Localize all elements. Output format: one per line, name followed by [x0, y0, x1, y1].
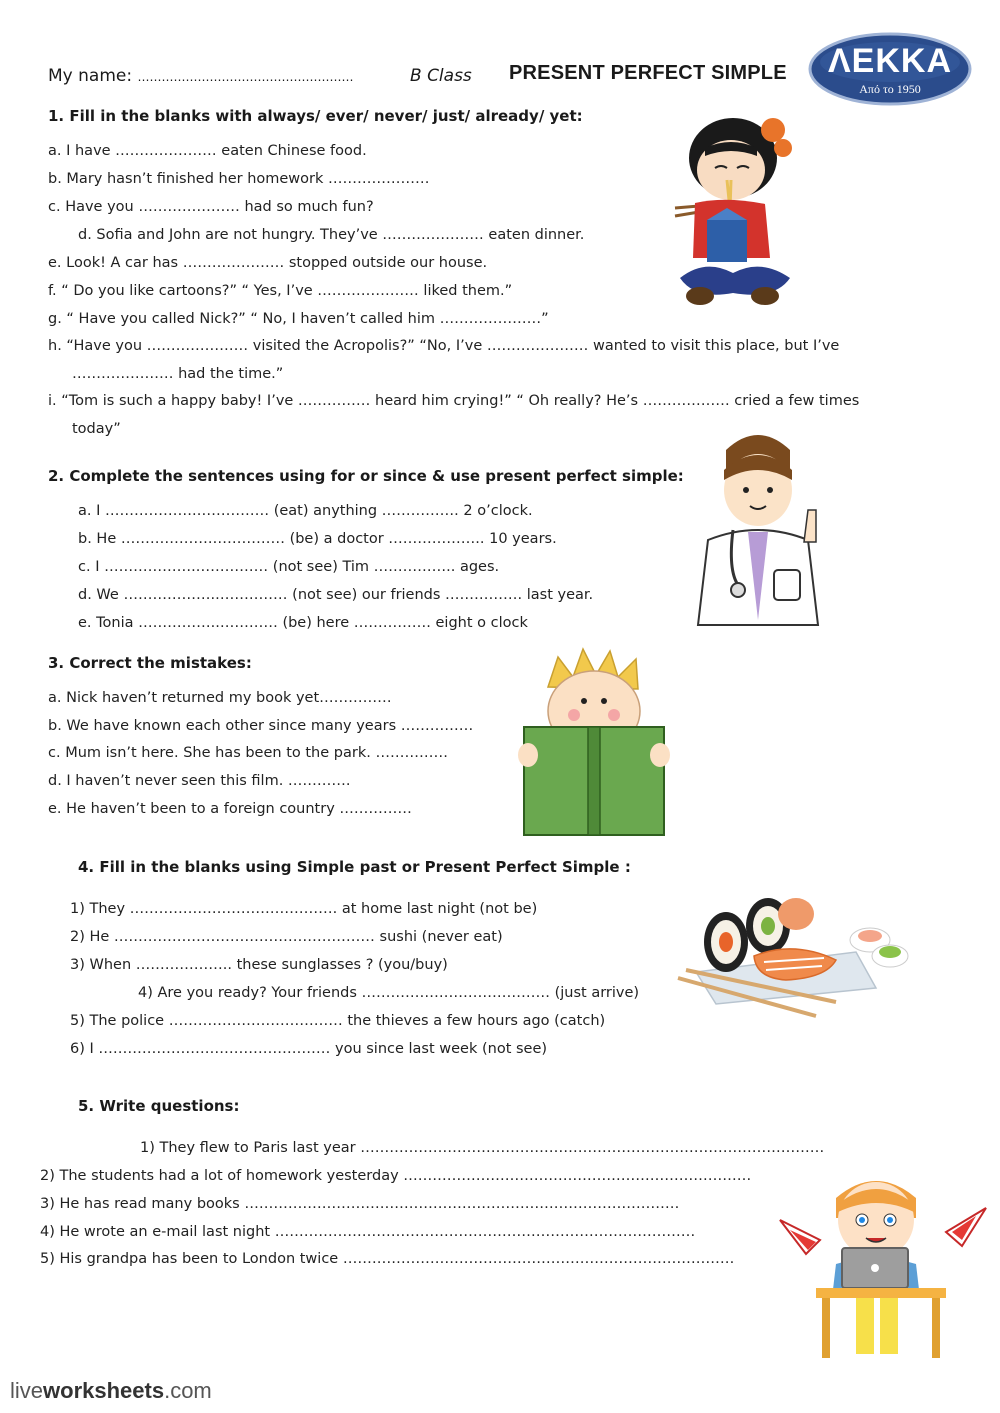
s1-item-h-cont[interactable]: ………………… had the time.” — [72, 366, 284, 382]
section4-heading: 4. Fill in the blanks using Simple past or Present Perfect Simple : — [78, 858, 631, 876]
s2-item-c[interactable]: c. I ……………….…………… (not see) Tim …………….. ages. — [78, 559, 500, 575]
s2-item-d[interactable]: d. We ……………….…………… (not see) our friends ……………. last year. — [78, 587, 594, 603]
s4-item-2[interactable]: 2) He ……………………………………………… sushi (never eat) — [70, 929, 503, 945]
s5-item-2[interactable]: 2) The students had a lot of homework yesterday ……………………………………………………………… — [40, 1168, 752, 1184]
s1-item-h[interactable]: h. “Have you ………………… visited the Acropolis?” “No, I’ve ………………… wanted to visit this place, but I’ve — [48, 338, 840, 354]
s1-item-d[interactable]: d. Sofia and John are not hungry. They’ve ………………… eaten dinner. — [78, 227, 585, 243]
s4-item-6[interactable]: 6) I ………………………………………… you since last week (not see) — [70, 1041, 548, 1057]
s3-item-a[interactable]: a. Nick haven’t returned my book yet…………… — [48, 690, 392, 706]
lekka-logo — [808, 32, 972, 106]
s1-item-e[interactable]: e. Look! A car has ………………… stopped outside our house. — [48, 255, 488, 271]
s4-item-4[interactable]: 4) Are you ready? Your friends ………………………………… (just arrive) — [138, 985, 640, 1001]
s5-item-1[interactable]: 1) They flew to Paris last year …………………………………………………………………………………… — [140, 1140, 825, 1156]
brand-bold: worksheets — [43, 1378, 165, 1403]
boy-reading-illustration — [518, 647, 670, 837]
brand-tail: .com — [164, 1378, 212, 1403]
s5-item-5[interactable]: 5) His grandpa has been to London twice ……………………………………………………………………… — [40, 1251, 735, 1267]
logo-text: ΛΕΚΚΑ — [827, 42, 953, 80]
s4-item-1[interactable]: 1) They ……………………………………. at home last night (not be) — [70, 901, 538, 917]
sushi-illustration — [676, 892, 912, 1024]
section2-heading: 2. Complete the sentences using for or since & use present perfect simple: — [48, 467, 684, 485]
section5-heading: 5. Write questions: — [78, 1097, 240, 1115]
section3-heading: 3. Correct the mistakes: — [48, 654, 252, 672]
page-title: PRESENT PERFECT SIMPLE — [509, 62, 787, 84]
s2-item-b[interactable]: b. He ……………….…………… (be) a doctor ……………….. 10 years. — [78, 531, 557, 547]
boy-laptop-illustration — [776, 1168, 990, 1360]
name-label: My name: ……………………………………………… — [48, 66, 354, 86]
name-input[interactable]: ……………………………………………… — [137, 70, 354, 84]
section1-heading: 1. Fill in the blanks with always/ ever/ never/ just/ already/ yet: — [48, 107, 583, 125]
s3-item-e[interactable]: e. He haven’t been to a foreign country …………… — [48, 801, 412, 817]
s3-item-b[interactable]: b. We have known each other since many years …………… — [48, 718, 474, 734]
girl-noodles-illustration — [665, 108, 800, 318]
s4-item-5[interactable]: 5) The police ……………………………… the thieves a few hours ago (catch) — [70, 1013, 606, 1029]
s1-item-i-cont: today” — [72, 421, 121, 437]
s1-item-c[interactable]: c. Have you ………………… had so much fun? — [48, 199, 374, 215]
s1-item-f[interactable]: f. “ Do you like cartoons?” “ Yes, I’ve ………………… liked them.” — [48, 283, 513, 299]
logo-subtext: Από το 1950 — [859, 82, 921, 96]
s3-item-c[interactable]: c. Mum isn’t here. She has been to the park. …………… — [48, 745, 448, 761]
s5-item-3[interactable]: 3) He has read many books ……………………………………………………………………………… — [40, 1196, 680, 1212]
liveworksheets-brand[interactable] — [10, 1378, 212, 1404]
s3-item-d[interactable]: d. I haven’t never seen this film. …………. — [48, 773, 351, 789]
s2-item-a[interactable]: a. I ……………….…………… (eat) anything ……………. 2 o’clock. — [78, 503, 533, 519]
s1-item-i[interactable]: i. “Tom is such a happy baby! I’ve …………… heard him crying!” “ Oh really? He’s ……………… cried a few times — [48, 393, 860, 409]
class-label: B Class — [410, 66, 472, 86]
s4-item-3[interactable]: 3) When ……………….. these sunglasses ? (you/buy) — [70, 957, 448, 973]
s1-item-a[interactable]: a. I have ………………… eaten Chinese food. — [48, 143, 367, 159]
s2-item-e[interactable]: e. Tonia ……………..………… (be) here ……………. eight o clock — [78, 615, 528, 631]
s1-item-b[interactable]: b. Mary hasn’t finished her homework ………………… — [48, 171, 430, 187]
doctor-illustration — [678, 420, 840, 630]
s5-item-4[interactable]: 4) He wrote an e-mail last night …………………………………………………………………………… — [40, 1224, 696, 1240]
s1-item-g[interactable]: g. “ Have you called Nick?” “ No, I haven’t called him …………………” — [48, 311, 549, 327]
brand-light: live — [10, 1378, 44, 1403]
